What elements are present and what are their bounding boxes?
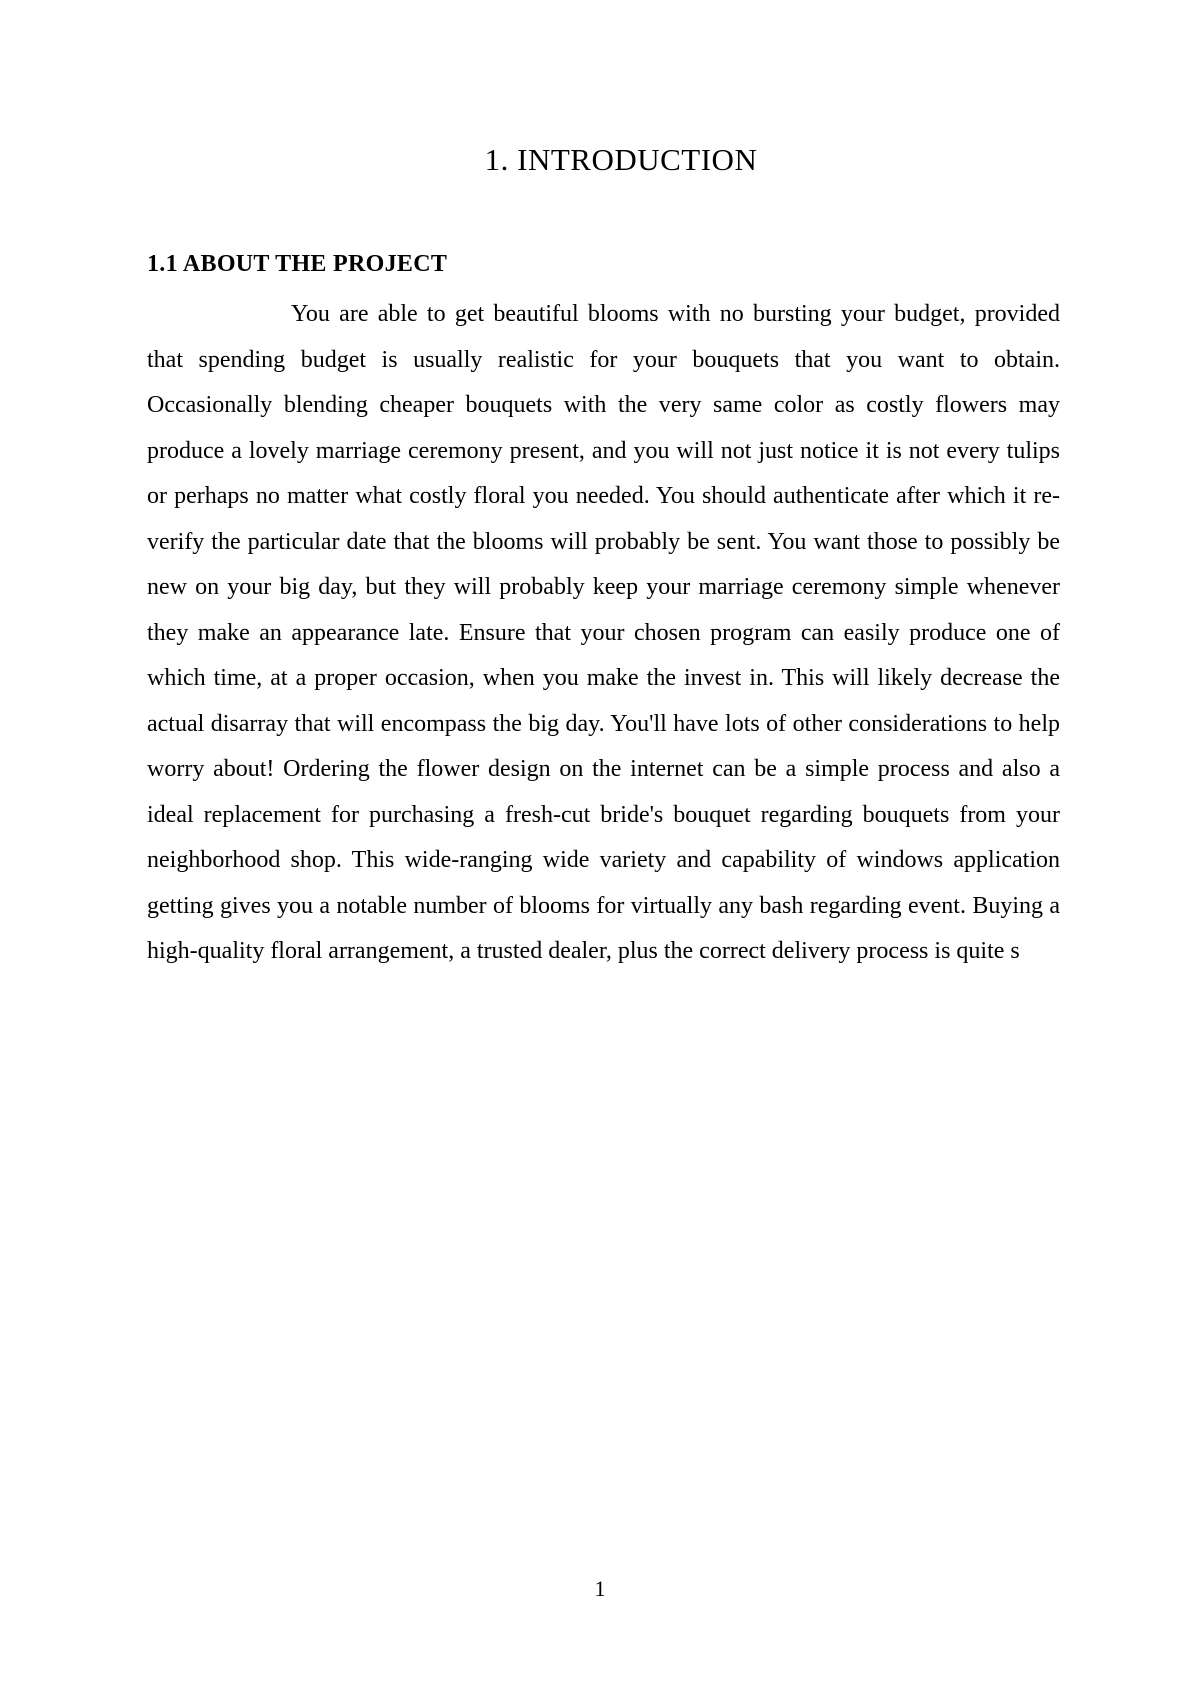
page-number: 1 bbox=[594, 1576, 606, 1601]
chapter-title: 1. INTRODUCTION bbox=[484, 142, 758, 177]
body-paragraph: You are able to get beautiful blooms with no bursting your budget, provided that spending budget is usually realistic for your bouquets that you want to obtain. Occasionally blending cheaper bouquets with the very same color as costly flowers may produce a lovely marriage ceremony present, and you will not just notice it is not every tulips or perhaps no matter what costly floral you needed. You should authenticate after which it re-verify the particular date that the blooms will probably be sent. You want those to possibly be new on your big day, but they will probably keep your marriage ceremony simple whenever they make an appearance late. Ensure that your chosen program can easily produce one of which time, at a proper occasion, when you make the invest in. This will likely decrease the actual disarray that will encompass the big day. You'll have lots of other considerations to help worry about! Ordering the flower design on the internet can be a simple process and also a ideal replacement for purchasing a fresh-cut bride's bouquet regarding bouquets from your neighborhood shop. This wide-ranging wide variety and capability of windows application getting gives you a notable number of blooms for virtually any bash regarding event. Buying a high-quality floral arrangement, a trusted dealer, plus the correct delivery process is quite s bbox=[147, 301, 1060, 964]
section-heading: 1.1 ABOUT THE PROJECT bbox=[147, 251, 448, 277]
